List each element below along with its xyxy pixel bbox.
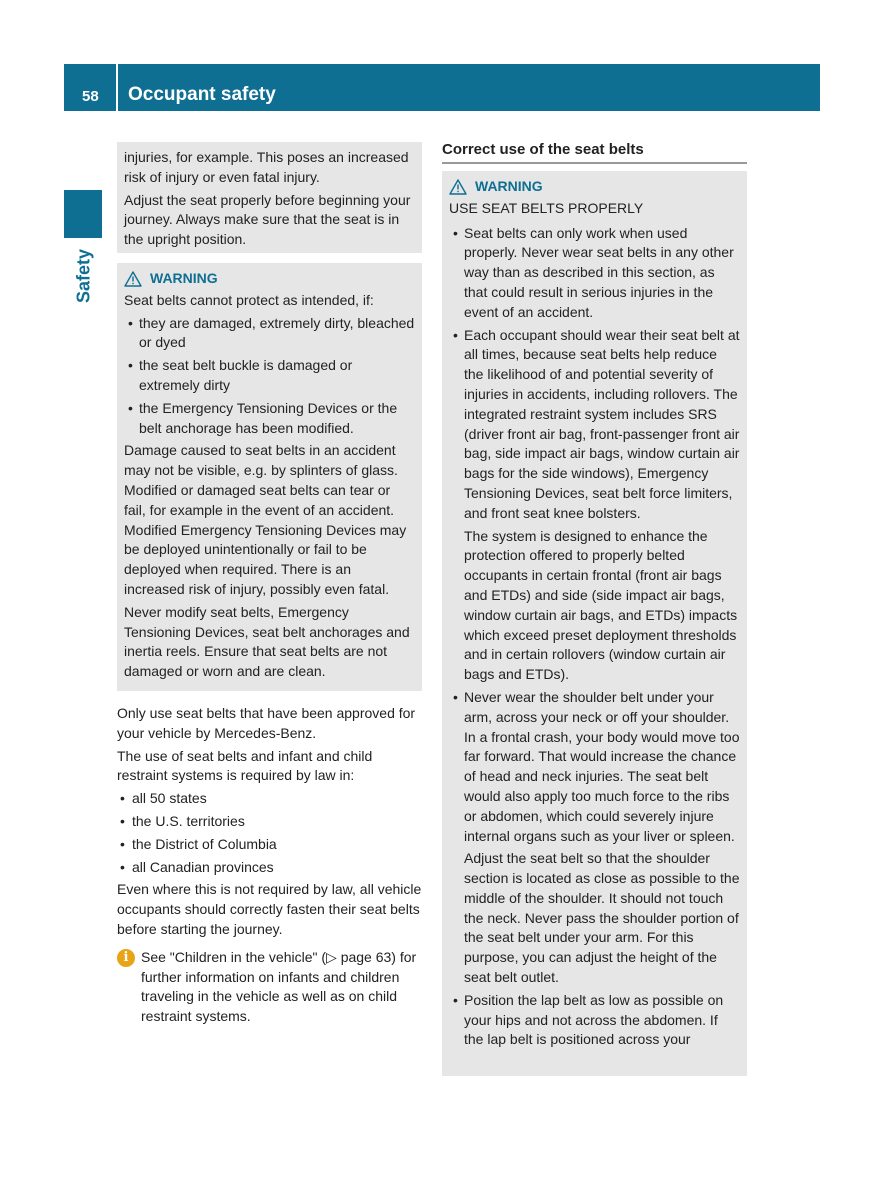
list-item-extra: Adjust the seat belt so that the shoulder section is located as close as possible to the middle of the shoulder. It should not touch the neck. Never pass the shoulder portion of the seat belt under your arm. For this purpose, you can adjust the height of the seat belt outlet. xyxy=(464,850,740,986)
warning-title: WARNING xyxy=(150,270,218,286)
paragraph: Only use seat belts that have been approved for your vehicle by Mercedes-Benz. xyxy=(117,705,416,741)
section-heading: Correct use of the seat belts xyxy=(442,141,747,164)
section-tab-label: Safety xyxy=(73,248,94,304)
list-item-text: Seat belts can only work when used properly. Never wear seat belts in any other way than as described in this section, as that could result in serious injuries in the event of an accident. xyxy=(464,224,734,320)
warning-intro: Seat belts cannot protect as intended, if: xyxy=(124,291,374,308)
paragraph: Never modify seat belts, Emergency Tensioning Devices, seat belt anchorages and inertia reels. Ensure that seat belts are not damaged or worn and are clean. xyxy=(124,603,410,680)
warning-bullet-list xyxy=(124,314,415,439)
list-item xyxy=(449,991,740,1050)
paragraph: Adjust the seat properly before beginning your journey. Always make sure that the seat is in the upright position. xyxy=(124,191,411,248)
info-note-text[interactable]: See "Children in the vehicle" (▷ page 63) for further information on infants and children traveling in the vehicle as well as on child restraint systems. xyxy=(141,948,417,1025)
list-item-text: Each occupant should wear their seat belt at all times, because seat belts help reduce the likelihood of and potential severity of injuries in accidents, including rollovers. The integrated restraint system includes SRS (driver front air bag, front-passenger front air bag, side impact air bags, window curtain air bags for the side windows), Emergency Tensioning Devices, seat belt force limiters, and front seat knee bolsters. xyxy=(464,326,740,521)
list-item: • all 50 states xyxy=(117,789,425,809)
list-item-extra: The system is designed to enhance the protection offered to properly belted occupants in certain frontal (front air bags and ETDs) and side (side impact air bags, window curtain air bags, and ETDs) impacts which exceed preset deployment thresholds and in certain rollovers (window curtain air bags and ETDs). xyxy=(464,527,738,683)
seat-belt-warning-box xyxy=(442,171,747,1076)
warning-heading xyxy=(124,269,415,289)
list-item-text: Never wear the shoulder belt under your arm, across your neck or off your shoulder. In a frontal crash, your body would move too far forward. That would increase the chance of head and neck injuries. The seat belt would also apply too much force to the ribs or abdomen, which could severely injure internal organs such as your liver or spleen. xyxy=(464,688,740,844)
paragraph: The use of seat belts and infant and child restraint systems is required by law in: xyxy=(117,747,373,784)
list-item xyxy=(449,688,740,988)
warning-title: WARNING xyxy=(475,178,543,194)
page-number: 58 xyxy=(82,88,99,105)
warning-heading xyxy=(449,177,740,197)
list-item: • the Emergency Tensioning Devices or the belt anchorage has been modified. xyxy=(124,399,415,439)
list-item: • the District of Columbia xyxy=(117,835,425,855)
page-title: Occupant safety xyxy=(128,84,276,105)
paragraph: Damage caused to seat belts in an accident may not be visible, e.g. by splinters of glass. Modified or damaged seat belts can tear or fail, for example in the event of an accident. Modified Emergency Tensioning Devices may be deployed unintentionally or fail to be deployed when required. There is an increased risk of injury, possibly even fatal. xyxy=(124,442,407,597)
seat-belt-rules-list xyxy=(449,224,740,1051)
section-tab-marker xyxy=(64,190,102,238)
list-item: • the seat belt buckle is damaged or extremely dirty xyxy=(124,356,415,396)
paragraph: Even where this is not required by law, all vehicle occupants should correctly fasten their seat belts before starting the journey. xyxy=(117,881,422,937)
info-icon: i xyxy=(117,949,135,967)
list-item-text: Position the lap belt as low as possible on your hips and not across the abdomen. If the lap belt is positioned across your xyxy=(464,991,724,1048)
paragraph: injuries, for example. This poses an increased risk of injury or even fatal injury. xyxy=(124,149,409,185)
list-item: • they are damaged, extremely dirty, bleached or dyed xyxy=(124,314,415,354)
header-divider xyxy=(116,64,118,111)
states-list xyxy=(117,789,425,877)
list-item xyxy=(449,326,740,685)
left-body-text xyxy=(117,704,425,1027)
continued-warning-box xyxy=(117,142,422,253)
warning-triangle-icon xyxy=(449,179,467,195)
list-item xyxy=(449,224,740,323)
list-item: • all Canadian provinces xyxy=(117,858,425,878)
warning-subtitle: USE SEAT BELTS PROPERLY xyxy=(449,199,644,216)
list-item: • the U.S. territories xyxy=(117,812,425,832)
warning-triangle-icon xyxy=(124,271,142,287)
warning-box xyxy=(117,263,422,691)
info-note xyxy=(117,948,425,1027)
